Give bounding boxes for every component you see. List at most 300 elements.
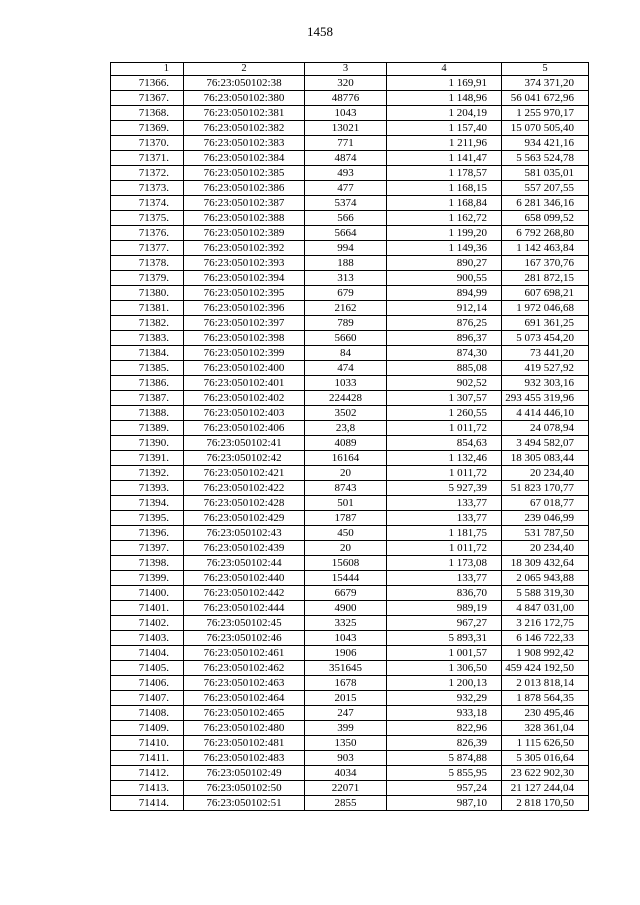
unit-value-cell: 896,37	[387, 331, 502, 346]
row-number-cell: 71404.	[111, 646, 184, 661]
area-cell: 1043	[305, 631, 387, 646]
row-number-cell: 71392.	[111, 466, 184, 481]
cadastral-value-cell: 20 234,40	[502, 541, 589, 556]
table-row	[111, 76, 589, 91]
table-row	[111, 586, 589, 601]
cadastral-number-cell: 76:23:050102:428	[184, 496, 305, 511]
cadastral-value-cell: 1 115 626,50	[502, 736, 589, 751]
cadastral-number-cell: 76:23:050102:46	[184, 631, 305, 646]
cadastral-value-cell: 20 234,40	[502, 466, 589, 481]
column-header: 2	[184, 63, 305, 76]
row-number-cell: 71397.	[111, 541, 184, 556]
table-row	[111, 691, 589, 706]
cadastral-number-cell: 76:23:050102:383	[184, 136, 305, 151]
cadastral-value-cell: 230 495,46	[502, 706, 589, 721]
area-cell: 2855	[305, 796, 387, 811]
cadastral-number-cell: 76:23:050102:41	[184, 436, 305, 451]
cadastral-value-cell: 5 563 524,78	[502, 151, 589, 166]
cadastral-number-cell: 76:23:050102:440	[184, 571, 305, 586]
cadastral-value-cell: 6 792 268,80	[502, 226, 589, 241]
row-number-cell: 71367.	[111, 91, 184, 106]
cadastral-number-cell: 76:23:050102:422	[184, 481, 305, 496]
cadastral-value-cell: 2 013 818,14	[502, 676, 589, 691]
cadastral-value-cell: 607 698,21	[502, 286, 589, 301]
unit-value-cell: 932,29	[387, 691, 502, 706]
row-number-cell: 71407.	[111, 691, 184, 706]
table-row	[111, 556, 589, 571]
unit-value-cell: 1 011,72	[387, 421, 502, 436]
cadastral-number-cell: 76:23:050102:381	[184, 106, 305, 121]
cadastral-number-cell: 76:23:050102:394	[184, 271, 305, 286]
unit-value-cell: 1 132,46	[387, 451, 502, 466]
table-row	[111, 346, 589, 361]
table-row	[111, 736, 589, 751]
area-cell: 501	[305, 496, 387, 511]
table-row	[111, 481, 589, 496]
page-number: 1458	[307, 24, 333, 39]
area-cell: 188	[305, 256, 387, 271]
cadastral-value-cell: 6 281 346,16	[502, 196, 589, 211]
row-number-cell: 71370.	[111, 136, 184, 151]
cadastral-value-cell: 557 207,55	[502, 181, 589, 196]
unit-value-cell: 1 168,84	[387, 196, 502, 211]
row-number-cell: 71382.	[111, 316, 184, 331]
row-number-cell: 71387.	[111, 391, 184, 406]
cadastral-number-cell: 76:23:050102:388	[184, 211, 305, 226]
unit-value-cell: 933,18	[387, 706, 502, 721]
area-cell: 1787	[305, 511, 387, 526]
table-row	[111, 541, 589, 556]
cadastral-value-cell: 15 070 505,40	[502, 121, 589, 136]
cadastral-number-cell: 76:23:050102:386	[184, 181, 305, 196]
unit-value-cell: 1 141,47	[387, 151, 502, 166]
row-number-cell: 71385.	[111, 361, 184, 376]
row-number-cell: 71412.	[111, 766, 184, 781]
unit-value-cell: 133,77	[387, 496, 502, 511]
cadastral-value-table	[110, 62, 589, 811]
unit-value-cell: 1 148,96	[387, 91, 502, 106]
row-number-cell: 71379.	[111, 271, 184, 286]
cadastral-value-cell: 167 370,76	[502, 256, 589, 271]
table-row	[111, 196, 589, 211]
cadastral-number-cell: 76:23:050102:403	[184, 406, 305, 421]
table-row	[111, 226, 589, 241]
table-row	[111, 241, 589, 256]
row-number-cell: 71388.	[111, 406, 184, 421]
table-row	[111, 631, 589, 646]
unit-value-cell: 967,27	[387, 616, 502, 631]
cadastral-value-cell: 293 455 319,96	[502, 391, 589, 406]
table-row	[111, 286, 589, 301]
cadastral-number-cell: 76:23:050102:481	[184, 736, 305, 751]
cadastral-value-cell: 18 309 432,64	[502, 556, 589, 571]
area-cell: 399	[305, 721, 387, 736]
cadastral-number-cell: 76:23:050102:421	[184, 466, 305, 481]
table-row	[111, 496, 589, 511]
area-cell: 4900	[305, 601, 387, 616]
cadastral-value-cell: 1 142 463,84	[502, 241, 589, 256]
unit-value-cell: 1 169,91	[387, 76, 502, 91]
unit-value-cell: 1 181,75	[387, 526, 502, 541]
table-row	[111, 271, 589, 286]
row-number-cell: 71381.	[111, 301, 184, 316]
row-number-cell: 71399.	[111, 571, 184, 586]
area-cell: 1350	[305, 736, 387, 751]
table-row	[111, 361, 589, 376]
table-body	[111, 63, 589, 811]
cadastral-number-cell: 76:23:050102:400	[184, 361, 305, 376]
cadastral-number-cell: 76:23:050102:398	[184, 331, 305, 346]
table-row	[111, 436, 589, 451]
unit-value-cell: 1 260,55	[387, 406, 502, 421]
cadastral-number-cell: 76:23:050102:444	[184, 601, 305, 616]
cadastral-value-cell: 18 305 083,44	[502, 451, 589, 466]
area-cell: 474	[305, 361, 387, 376]
row-number-cell: 71409.	[111, 721, 184, 736]
area-cell: 903	[305, 751, 387, 766]
table-row	[111, 526, 589, 541]
cadastral-number-cell: 76:23:050102:38	[184, 76, 305, 91]
row-number-cell: 71383.	[111, 331, 184, 346]
cadastral-value-cell: 5 073 454,20	[502, 331, 589, 346]
area-cell: 15444	[305, 571, 387, 586]
cadastral-number-cell: 76:23:050102:396	[184, 301, 305, 316]
table-row	[111, 766, 589, 781]
unit-value-cell: 836,70	[387, 586, 502, 601]
area-cell: 8743	[305, 481, 387, 496]
cadastral-number-cell: 76:23:050102:464	[184, 691, 305, 706]
row-number-cell: 71377.	[111, 241, 184, 256]
area-cell: 3325	[305, 616, 387, 631]
unit-value-cell: 1 162,72	[387, 211, 502, 226]
unit-value-cell: 1 211,96	[387, 136, 502, 151]
cadastral-value-cell: 1 972 046,68	[502, 301, 589, 316]
area-cell: 450	[305, 526, 387, 541]
cadastral-number-cell: 76:23:050102:387	[184, 196, 305, 211]
area-cell: 1906	[305, 646, 387, 661]
cadastral-value-cell: 5 588 319,30	[502, 586, 589, 601]
table-row	[111, 706, 589, 721]
table-row	[111, 751, 589, 766]
cadastral-value-cell: 1 878 564,35	[502, 691, 589, 706]
cadastral-value-cell: 581 035,01	[502, 166, 589, 181]
table-row	[111, 256, 589, 271]
row-number-cell: 71366.	[111, 76, 184, 91]
cadastral-value-cell: 2 818 170,50	[502, 796, 589, 811]
row-number-cell: 71400.	[111, 586, 184, 601]
row-number-cell: 71386.	[111, 376, 184, 391]
row-number-cell: 71380.	[111, 286, 184, 301]
unit-value-cell: 987,10	[387, 796, 502, 811]
cadastral-value-cell: 239 046,99	[502, 511, 589, 526]
area-cell: 20	[305, 466, 387, 481]
unit-value-cell: 957,24	[387, 781, 502, 796]
row-number-cell: 71373.	[111, 181, 184, 196]
area-cell: 1043	[305, 106, 387, 121]
area-cell: 5664	[305, 226, 387, 241]
unit-value-cell: 902,52	[387, 376, 502, 391]
area-cell: 679	[305, 286, 387, 301]
cadastral-number-cell: 76:23:050102:385	[184, 166, 305, 181]
cadastral-value-cell: 934 421,16	[502, 136, 589, 151]
table-row	[111, 721, 589, 736]
row-number-cell: 71378.	[111, 256, 184, 271]
column-header: 5	[502, 63, 589, 76]
column-header: 4	[387, 63, 502, 76]
row-number-cell: 71372.	[111, 166, 184, 181]
area-cell: 48776	[305, 91, 387, 106]
table-row	[111, 796, 589, 811]
area-cell: 351645	[305, 661, 387, 676]
table-row	[111, 421, 589, 436]
cadastral-number-cell: 76:23:050102:45	[184, 616, 305, 631]
area-cell: 224428	[305, 391, 387, 406]
cadastral-number-cell: 76:23:050102:462	[184, 661, 305, 676]
row-number-cell: 71408.	[111, 706, 184, 721]
unit-value-cell: 5 893,31	[387, 631, 502, 646]
cadastral-number-cell: 76:23:050102:442	[184, 586, 305, 601]
cadastral-number-cell: 76:23:050102:393	[184, 256, 305, 271]
unit-value-cell: 912,14	[387, 301, 502, 316]
unit-value-cell: 885,08	[387, 361, 502, 376]
table-row	[111, 301, 589, 316]
row-number-cell: 71376.	[111, 226, 184, 241]
table-row	[111, 676, 589, 691]
table-row	[111, 121, 589, 136]
area-cell: 4089	[305, 436, 387, 451]
cadastral-number-cell: 76:23:050102:44	[184, 556, 305, 571]
area-cell: 1033	[305, 376, 387, 391]
cadastral-value-cell: 21 127 244,04	[502, 781, 589, 796]
cadastral-number-cell: 76:23:050102:439	[184, 541, 305, 556]
row-number-cell: 71390.	[111, 436, 184, 451]
cadastral-number-cell: 76:23:050102:382	[184, 121, 305, 136]
table-row	[111, 466, 589, 481]
area-cell: 84	[305, 346, 387, 361]
cadastral-number-cell: 76:23:050102:406	[184, 421, 305, 436]
table-row	[111, 331, 589, 346]
area-cell: 2015	[305, 691, 387, 706]
cadastral-number-cell: 76:23:050102:49	[184, 766, 305, 781]
area-cell: 566	[305, 211, 387, 226]
unit-value-cell: 1 306,50	[387, 661, 502, 676]
unit-value-cell: 1 307,57	[387, 391, 502, 406]
row-number-cell: 71389.	[111, 421, 184, 436]
table-row	[111, 376, 589, 391]
table-row	[111, 406, 589, 421]
area-cell: 15608	[305, 556, 387, 571]
row-number-cell: 71410.	[111, 736, 184, 751]
table-row	[111, 601, 589, 616]
row-number-cell: 71374.	[111, 196, 184, 211]
row-number-cell: 71391.	[111, 451, 184, 466]
cadastral-number-cell: 76:23:050102:50	[184, 781, 305, 796]
area-cell: 20	[305, 541, 387, 556]
cadastral-number-cell: 76:23:050102:380	[184, 91, 305, 106]
cadastral-value-cell: 51 823 170,77	[502, 481, 589, 496]
unit-value-cell: 989,19	[387, 601, 502, 616]
cadastral-value-cell: 459 424 192,50	[502, 661, 589, 676]
table-row	[111, 451, 589, 466]
cadastral-value-cell: 1 908 992,42	[502, 646, 589, 661]
row-number-cell: 71393.	[111, 481, 184, 496]
unit-value-cell: 5 874,88	[387, 751, 502, 766]
table-row	[111, 151, 589, 166]
table-row	[111, 616, 589, 631]
unit-value-cell: 133,77	[387, 511, 502, 526]
unit-value-cell: 894,99	[387, 286, 502, 301]
area-cell: 13021	[305, 121, 387, 136]
cadastral-number-cell: 76:23:050102:399	[184, 346, 305, 361]
area-cell: 23,8	[305, 421, 387, 436]
row-number-cell: 71396.	[111, 526, 184, 541]
unit-value-cell: 5 855,95	[387, 766, 502, 781]
area-cell: 994	[305, 241, 387, 256]
cadastral-number-cell: 76:23:050102:51	[184, 796, 305, 811]
table-row	[111, 136, 589, 151]
unit-value-cell: 900,55	[387, 271, 502, 286]
table-row	[111, 781, 589, 796]
table-header-row	[111, 63, 589, 76]
table-row	[111, 511, 589, 526]
area-cell: 2162	[305, 301, 387, 316]
unit-value-cell: 1 199,20	[387, 226, 502, 241]
cadastral-value-cell: 5 305 016,64	[502, 751, 589, 766]
area-cell: 320	[305, 76, 387, 91]
cadastral-number-cell: 76:23:050102:483	[184, 751, 305, 766]
cadastral-number-cell: 76:23:050102:392	[184, 241, 305, 256]
cadastral-number-cell: 76:23:050102:397	[184, 316, 305, 331]
unit-value-cell: 1 168,15	[387, 181, 502, 196]
row-number-cell: 71406.	[111, 676, 184, 691]
table-row	[111, 211, 589, 226]
unit-value-cell: 1 178,57	[387, 166, 502, 181]
column-header: 3	[305, 63, 387, 76]
unit-value-cell: 890,27	[387, 256, 502, 271]
area-cell: 313	[305, 271, 387, 286]
cadastral-number-cell: 76:23:050102:395	[184, 286, 305, 301]
row-number-cell: 71401.	[111, 601, 184, 616]
cadastral-value-cell: 374 371,20	[502, 76, 589, 91]
row-number-cell: 71395.	[111, 511, 184, 526]
cadastral-value-cell: 328 361,04	[502, 721, 589, 736]
cadastral-number-cell: 76:23:050102:463	[184, 676, 305, 691]
area-cell: 247	[305, 706, 387, 721]
row-number-cell: 71394.	[111, 496, 184, 511]
cadastral-number-cell: 76:23:050102:42	[184, 451, 305, 466]
unit-value-cell: 133,77	[387, 571, 502, 586]
cadastral-number-cell: 76:23:050102:402	[184, 391, 305, 406]
cadastral-number-cell: 76:23:050102:480	[184, 721, 305, 736]
row-number-cell: 71384.	[111, 346, 184, 361]
cadastral-number-cell: 76:23:050102:43	[184, 526, 305, 541]
cadastral-number-cell: 76:23:050102:384	[184, 151, 305, 166]
cadastral-value-cell: 23 622 902,30	[502, 766, 589, 781]
row-number-cell: 71411.	[111, 751, 184, 766]
table-row	[111, 646, 589, 661]
unit-value-cell: 854,63	[387, 436, 502, 451]
cadastral-value-cell: 1 255 970,17	[502, 106, 589, 121]
unit-value-cell: 1 011,72	[387, 541, 502, 556]
cadastral-value-cell: 24 078,94	[502, 421, 589, 436]
table-row	[111, 571, 589, 586]
row-number-cell: 71413.	[111, 781, 184, 796]
area-cell: 1678	[305, 676, 387, 691]
row-number-cell: 71369.	[111, 121, 184, 136]
cadastral-value-cell: 531 787,50	[502, 526, 589, 541]
table-row	[111, 391, 589, 406]
cadastral-value-cell: 3 494 582,07	[502, 436, 589, 451]
cadastral-value-cell: 4 847 031,00	[502, 601, 589, 616]
table-row	[111, 661, 589, 676]
cadastral-number-cell: 76:23:050102:401	[184, 376, 305, 391]
cadastral-value-cell: 67 018,77	[502, 496, 589, 511]
cadastral-value-cell: 6 146 722,33	[502, 631, 589, 646]
cadastral-number-cell: 76:23:050102:465	[184, 706, 305, 721]
cadastral-value-cell: 281 872,15	[502, 271, 589, 286]
unit-value-cell: 1 149,36	[387, 241, 502, 256]
cadastral-value-cell: 4 414 446,10	[502, 406, 589, 421]
cadastral-number-cell: 76:23:050102:461	[184, 646, 305, 661]
unit-value-cell: 1 173,08	[387, 556, 502, 571]
area-cell: 4874	[305, 151, 387, 166]
cadastral-value-cell: 932 303,16	[502, 376, 589, 391]
area-cell: 771	[305, 136, 387, 151]
table-row	[111, 316, 589, 331]
cadastral-value-cell: 2 065 943,88	[502, 571, 589, 586]
table-row	[111, 106, 589, 121]
unit-value-cell: 1 200,13	[387, 676, 502, 691]
cadastral-value-cell: 56 041 672,96	[502, 91, 589, 106]
unit-value-cell: 1 204,19	[387, 106, 502, 121]
row-number-cell: 71403.	[111, 631, 184, 646]
table-row	[111, 181, 589, 196]
area-cell: 6679	[305, 586, 387, 601]
cadastral-value-cell: 73 441,20	[502, 346, 589, 361]
unit-value-cell: 1 001,57	[387, 646, 502, 661]
cadastral-number-cell: 76:23:050102:429	[184, 511, 305, 526]
row-number-cell: 71398.	[111, 556, 184, 571]
row-number-cell: 71414.	[111, 796, 184, 811]
unit-value-cell: 5 927,39	[387, 481, 502, 496]
table-row	[111, 166, 589, 181]
area-cell: 3502	[305, 406, 387, 421]
unit-value-cell: 876,25	[387, 316, 502, 331]
row-number-cell: 71405.	[111, 661, 184, 676]
cadastral-value-cell: 3 216 172,75	[502, 616, 589, 631]
area-cell: 5374	[305, 196, 387, 211]
area-cell: 493	[305, 166, 387, 181]
cadastral-value-cell: 691 361,25	[502, 316, 589, 331]
unit-value-cell: 1 157,40	[387, 121, 502, 136]
row-number-cell: 71368.	[111, 106, 184, 121]
unit-value-cell: 874,30	[387, 346, 502, 361]
unit-value-cell: 1 011,72	[387, 466, 502, 481]
column-header: 1	[111, 63, 184, 76]
area-cell: 5660	[305, 331, 387, 346]
area-cell: 16164	[305, 451, 387, 466]
table-row	[111, 91, 589, 106]
area-cell: 789	[305, 316, 387, 331]
area-cell: 477	[305, 181, 387, 196]
row-number-cell: 71402.	[111, 616, 184, 631]
row-number-cell: 71371.	[111, 151, 184, 166]
area-cell: 22071	[305, 781, 387, 796]
cadastral-value-cell: 658 099,52	[502, 211, 589, 226]
cadastral-number-cell: 76:23:050102:389	[184, 226, 305, 241]
unit-value-cell: 822,96	[387, 721, 502, 736]
row-number-cell: 71375.	[111, 211, 184, 226]
